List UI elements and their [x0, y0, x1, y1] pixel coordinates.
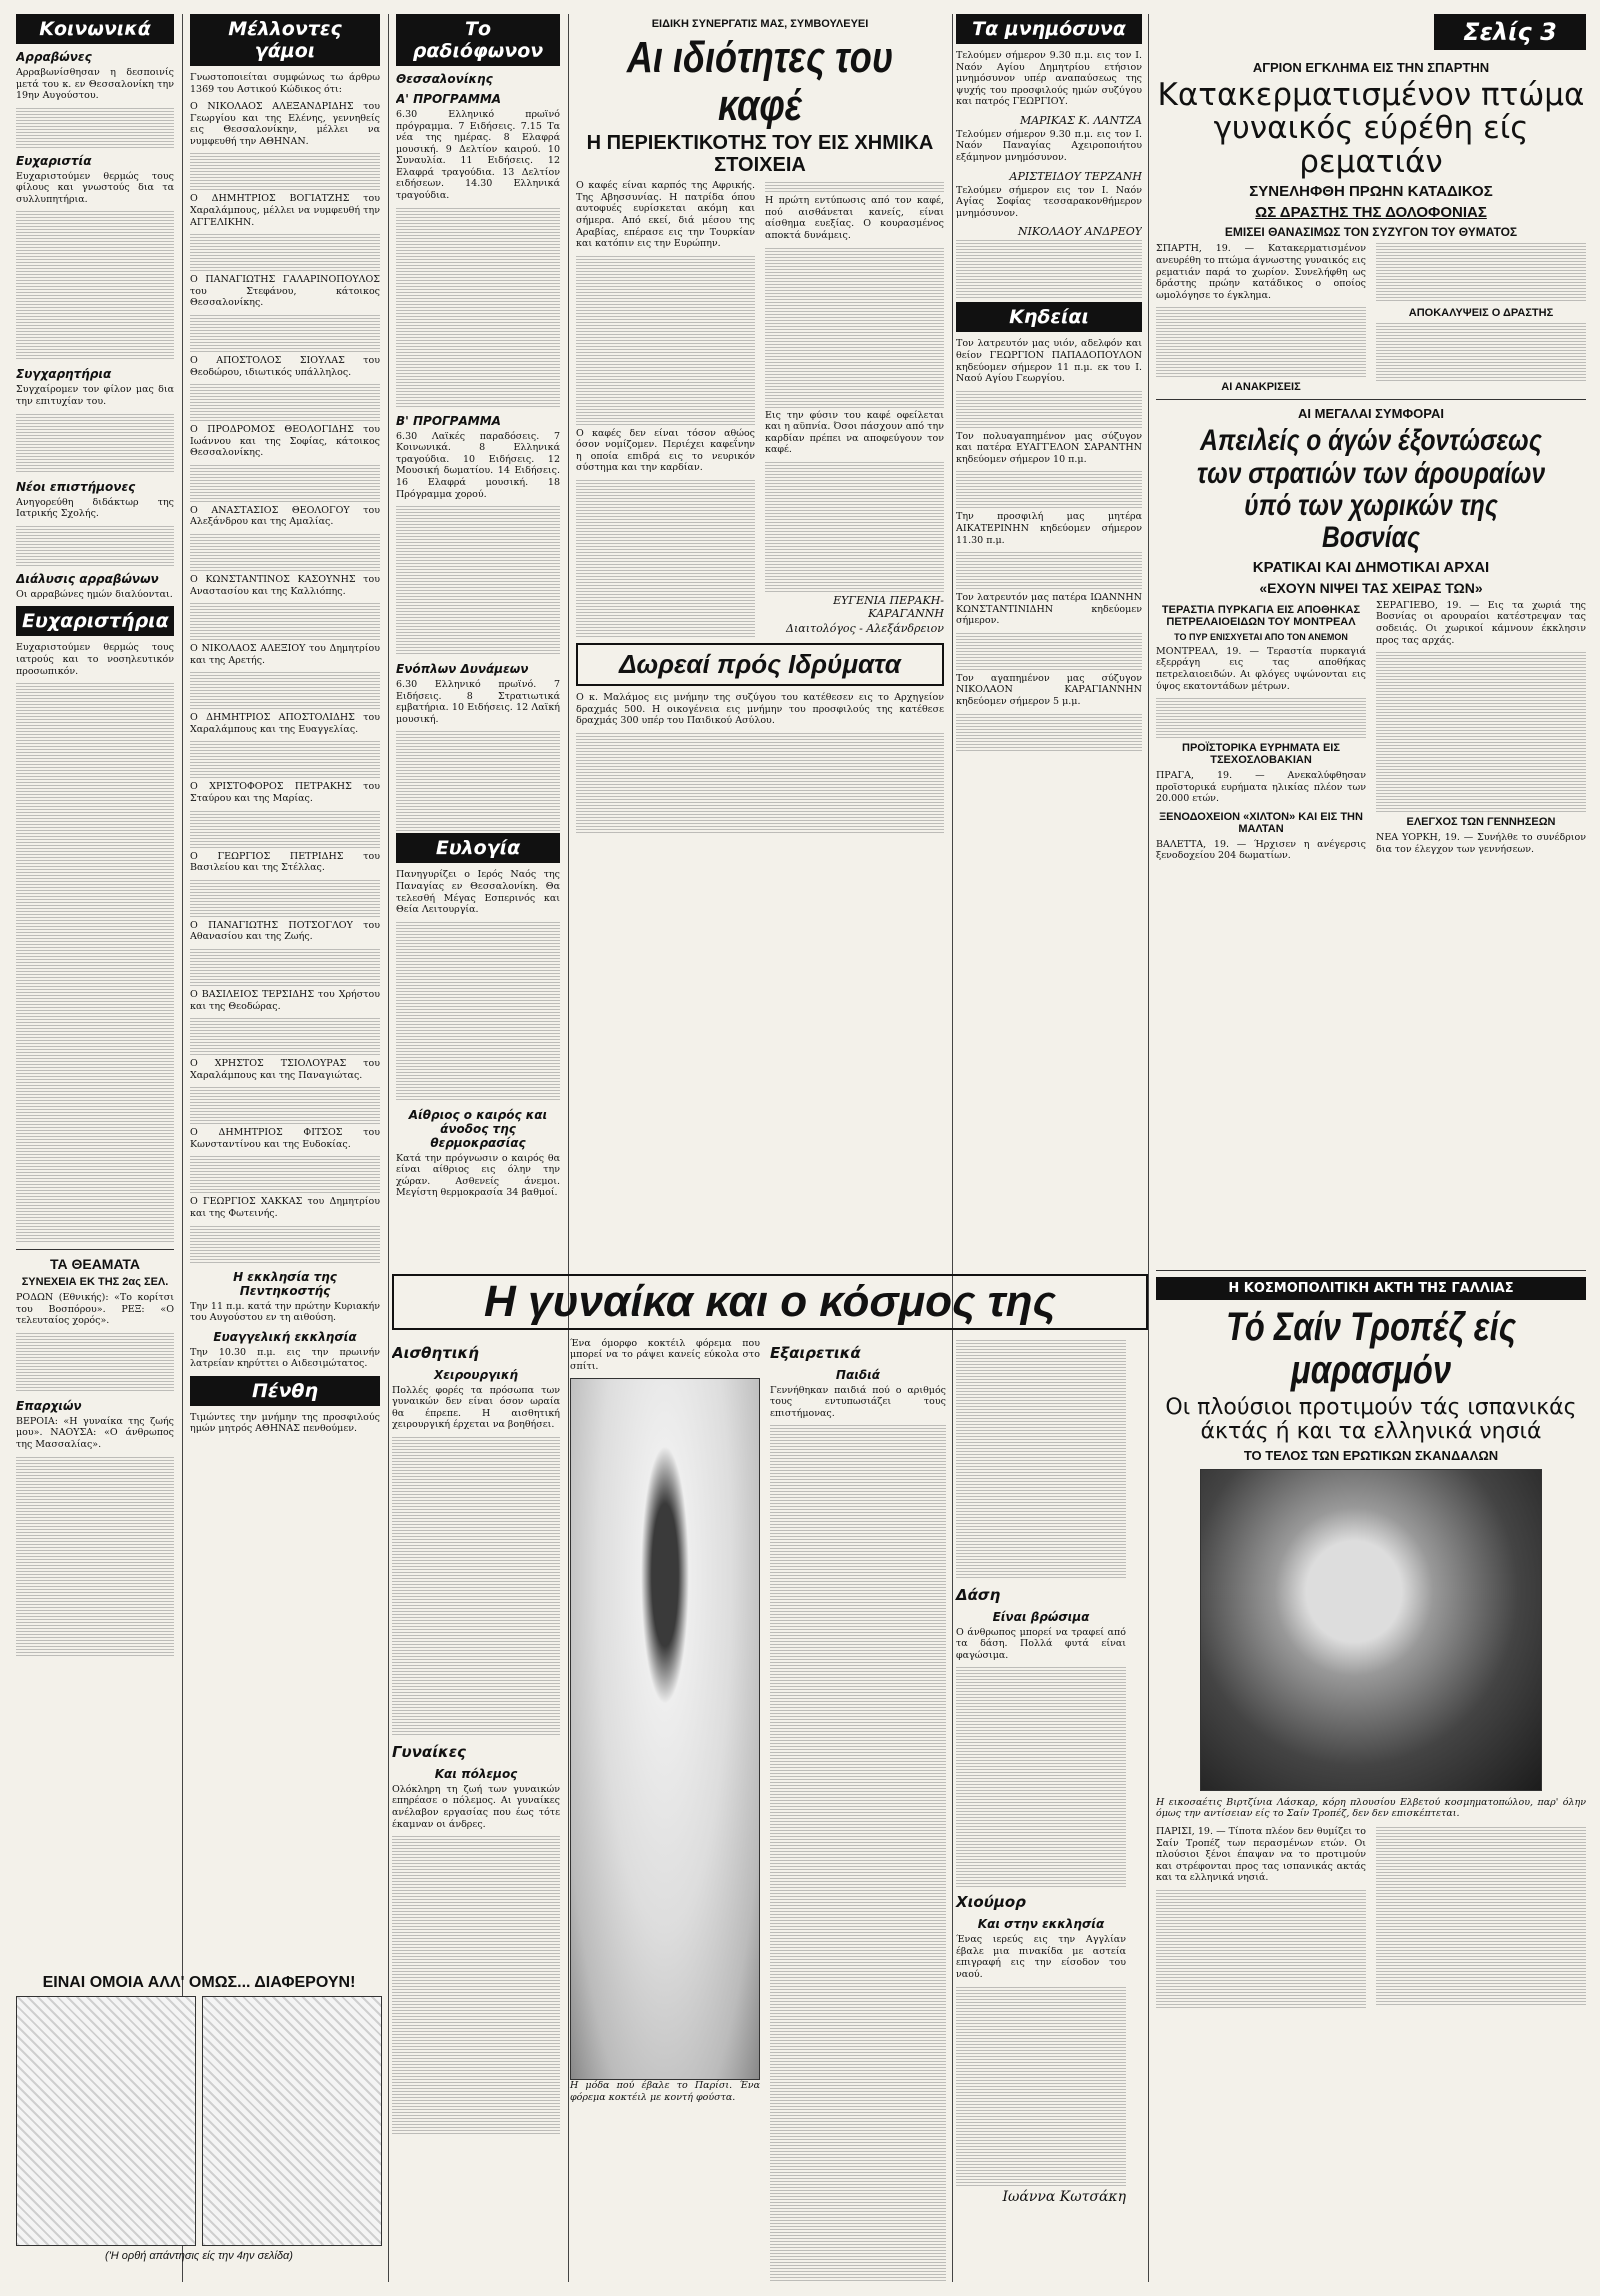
coffee-byline: ΕΥΓΕΝΙΑ ΠΕΡΑΚΗ-ΚΑΡΑΓΑΝΝΗ [833, 593, 944, 620]
wedding-entry: Ο ΝΙΚΟΛΑΟΣ ΑΛΕΞΙΟΥ του Δημητρίου και της Αρετής. [190, 643, 380, 666]
graduates-text: Ανηγορεύθη διδάκτωρ της Ιατρικής Σχολής. [16, 496, 174, 520]
text-block [16, 211, 174, 361]
woman-section [392, 1274, 1148, 2282]
text-block [190, 1018, 380, 1056]
wedding-entry: Ο ΓΕΩΡΓΙΟΣ ΠΕΤΡΙΔΗΣ του Βασιλείου και της Στέλλας. [190, 850, 380, 874]
crime-story-text: ΣΠΑΡΤΗ, 19. — Κατακερματισμένον ανευρέθη το πτώμα άγνωστης γυναικός εις ρεματιάν παρά το χωρίον. Συνελήφθη ως δράστης πρώην κατάδικος ο οποίος ωμολόγησε το έγκλημα. [1156, 243, 1366, 301]
text-block [16, 108, 174, 148]
memorials-header: Τα μνημόσυνα [956, 14, 1142, 44]
cartoon-image-left [16, 1996, 196, 2246]
program-a-title: Α' ΠΡΟΓΡΑΜΜΑ [396, 92, 502, 106]
text-block [765, 462, 944, 592]
fashion-photo-caption: Η μόδα πού έβαλε το Παρίσι. Ένα φόρεμα κοκτέιλ με κοντή φούστα. [570, 2080, 760, 2103]
fashion-photo [570, 1378, 760, 2080]
wedding-entry: Ο ΑΠΟΣΤΟΛΟΣ ΣΙΟΥΛΑΣ του Θεοδώρου, ιδιωτικός υπάλληλος. [190, 354, 380, 378]
crime-subhead-3: ΕΜΙΣΕΙ ΘΑΝΑΣΙΜΩΣ ΤΟΝ ΣΥΖΥΓΟΝ ΤΟΥ ΘΥΜΑΤΟΣ [1224, 225, 1518, 240]
crime-subhead-1: ΣΥΝΕΛΗΦΘΗ ΠΡΩΗΝ ΚΑΤΑΔΙΚΟΣ [1249, 183, 1493, 201]
text-block [190, 384, 380, 422]
humor-title: Χιούμορ [956, 1893, 1026, 1912]
riviera-text: ΠΑΡΙΣΙ, 19. — Τίποτα πλέον δεν θυμίζει το Σαίν Τροπέζ των περασμένων ετών. Οι πλούσιοι ξένοι έπαψαν να το προτιμούν και στρέφονται προς τας ισπανικάς ακτάς και τα ελληνικά νησιά. [1156, 1826, 1366, 1884]
forests-title: Δάση [956, 1585, 1001, 1604]
wedding-entry: Ο ΔΗΜΗΤΡΙΟΣ ΦΙΤΣΟΣ του Κωνσταντίνου και της Ευδοκίας. [190, 1127, 380, 1150]
memorial-signature: ΜΑΡΙΚΑΣ Κ. ΛΑΝΤΖΑ [1019, 113, 1142, 127]
thanks-title: Ευχαριστία [16, 153, 92, 168]
crime-subhead-2: ΩΣ ΔΡΑΣΤΗΣ ΤΗΣ ΔΟΛΟΦΟΝΙΑΣ [1255, 204, 1487, 222]
coffee-body-3: Η πρώτη εντύπωσις από τον καφέ, πού αισθάνεται κανείς, είναι αίσθημα ευεξίας. Ο κουρασμένος αποκτά δυνάμεις. [765, 195, 944, 242]
wedding-entry: Ο ΓΕΩΡΓΙΟΣ ΧΑΚΚΑΣ του Δημητρίου και της Φωτεινής. [190, 1196, 380, 1219]
blessing-text: Πανηγυρίζει ο Ιερός Ναός της Παναγίας εν Θεσσαλονίκη. Θα τελεσθή Μέγας Εσπερινός και Θεία Λειτουργία. [396, 869, 560, 916]
column-news [1156, 14, 1586, 1264]
blessing-header: Ευλογία [396, 833, 560, 863]
prehistoric-headline: ΠΡΟΪΣΤΟΡΙΚΑ ΕΥΡΗΜΑΤΑ ΕΙΣ ΤΣΕΧΟΣΛΟΒΑΚΙΑΝ [1182, 742, 1340, 767]
text-block [190, 811, 380, 849]
rats-headline: Απειλείς ο άγών έξοντώσεως των στρατιών των άρουραίων ύπό των χωρικών της Βοσνίας [1196, 424, 1546, 555]
fashion-text: Ένα όμορφο κοκτέιλ φόρεμα που μπορεί να το ράψει κανείς εύκολα στο σπίτι. [570, 1337, 760, 1372]
text-block [576, 733, 944, 833]
fire-headline: ΤΕΡΑΣΤΙΑ ΠΥΡΚΑΓΙΑ ΕΙΣ ΑΠΟΘΗΚΑΣ ΠΕΤΡΕΛΑΙΟΕΙΔΩΝ ΤΟΥ ΜΟΝΤΡΕΑΛ [1161, 603, 1361, 628]
graduates-title: Νέοι επιστήμονες [16, 479, 136, 494]
riviera-subhead-2: ΤΟ ΤΕΛΟΣ ΤΩΝ ΕΡΩΤΙΚΩΝ ΣΚΑΝΔΑΛΩΝ [1243, 1447, 1499, 1463]
page-number-label: Σελίς 3 [1434, 14, 1586, 50]
pentecost-church-text: Την 11 π.μ. κατά την πρώτην Κυριακήν του Αυγούστου εν τη αιθούση. [190, 1300, 380, 1324]
thanks-notice-text: Ευχαριστούμεν θερμώς τους ιατρούς και το νοσηλευτικόν προσωπικόν. [16, 642, 174, 677]
wedding-list [190, 101, 380, 1263]
text-block [396, 731, 560, 831]
rats-kicker: ΑΙ ΜΕΓΑΛΑΙ ΣΥΜΦΟΡΑΙ [1298, 406, 1444, 422]
text-block [956, 1987, 1126, 2187]
wedding-entry: Ο ΠΑΝΑΓΙΩΤΗΣ ΠΟΤΣΟΓΛΟΥ του Αθανασίου και της Ζωής. [190, 919, 380, 943]
column-rule [1148, 14, 1149, 2282]
hotel-text: ΒΑΛΕΤΤΑ, 19. — Ήρχισεν η ανέγερσις ξενοδοχείου 204 δωματίων. [1156, 838, 1366, 862]
funerals-header: Κηδείαι [956, 302, 1142, 332]
text-block [1156, 698, 1366, 738]
column-memorials [956, 14, 1142, 1274]
memorial-entry: Τελούμεν σήμερον εις τον Ι. Ναόν Αγίας Σοφίας τεσσαρακονθήμερον μνημόσυνον. [956, 184, 1142, 219]
cartoon-answer: ('Η ορθή απάντησις είς την 4ην σελίδα) [105, 2250, 293, 2262]
text-block [190, 234, 380, 272]
coffee-body-1: Ο καφές είναι καρπός της Αφρικής. Της Αβησσυνίας. Η πατρίδα όπου αυτοφυές ευρίσκεται ακόμη και σήμερα. Από εκεί, διά μέσου της Αραβίας, επέρασε εις την Τουρκίαν και κατόπιν εις την Ευρώπην. [576, 180, 755, 250]
funeral-entry: Τον λατρευτόν μας πατέρα ΙΩΑΝΝΗΝ ΚΩΝΣΤΑΝΤΙΝΙΔΗΝ κηδεύομεν σήμερον. [956, 592, 1142, 627]
wedding-entry: Ο ΠΑΝΑΓΙΩΤΗΣ ΓΑΛΑΡΙΝΟΠΟΥΛΟΣ του Στεφάνου, κάτοικος Θεσσαλονίκης. [190, 274, 380, 309]
text-block [1376, 652, 1586, 812]
program-a-text: 6.30 Ελληνικό πρωϊνό πρόγραμμα. 7 Ειδήσεις. 7.15 Τα νέα της ημέρας. 8 Ελαφρά μουσική. 9 Δελτίον καιρού. 10 Συναυλία. 11 Ειδήσεις. 12 Ελαφρά τραγούδια. 13 Δελτίον ειδήσεων. 14.30 Ελληνικά τραγούδια. [396, 109, 560, 202]
divider [16, 1249, 174, 1250]
humor-subtitle: Και στην εκκλησία [977, 1917, 1105, 1932]
exceptional-text: Γεννήθηκαν παιδιά πού ο αριθμός τους εντυπωσιάζει τους επιστήμονας. [770, 1384, 946, 1419]
program-b-text: 6.30 Λαϊκές παραδόσεις. 7 Κοινωνικά. 8 Ελληνικά τραγούδια. 10 Ειδήσεις. 12 Μουσική δωματίου. 14 Ειδήσεις. 16 Ελαφρά μουσική. 18 Πρόγραμμα χορού. [396, 430, 560, 500]
rats-subhead-2: «ΕΧΟΥΝ ΝΙΨΕΙ ΤΑΣ ΧΕΙΡΑΣ ΤΩΝ» [1259, 579, 1483, 596]
text-block [190, 153, 380, 191]
wedding-entry: Ο ΚΩΝΣΤΑΝΤΙΝΟΣ ΚΑΣΟΥΝΗΣ του Αναστασίου και της Καλλιόπης. [190, 573, 380, 597]
text-block [956, 391, 1142, 429]
cartoon-caption: ΕΙΝΑΙ ΟΜΟΙΑ ΑΛΛ' ΟΜΩΣ... ΔΙΑΦΕΡΟΥΝ! [42, 1974, 356, 1991]
text-block [190, 1087, 380, 1125]
divider [1156, 1270, 1586, 1271]
funeral-entry: Τον λατρευτόν μας υιόν, αδελφόν και θείον ΓΕΩΡΓΙΟΝ ΠΑΠΑΔΟΠΟΥΛΟΝ κηδεύομεν σήμερον 11 π.μ. εκ του Ι. Ναού Αγίου Γεωργίου. [956, 338, 1142, 385]
memorial-entry: Τελούμεν σήμερον 9.30 π.μ. εις τον Ι. Ναόν Παναγίας Αχειροποιήτου εξάμηνον μνημόσυνον. [956, 128, 1142, 164]
provinces-title: Επαρχιών [16, 1398, 82, 1413]
program-b-title: Β' ΠΡΟΓΡΑΜΜΑ [396, 413, 501, 428]
woman-section-author: Ιωάννα Κωτσάκη [1002, 2188, 1126, 2205]
crime-story-subtitle: ΑΙ ΑΝΑΚΡΙΣΕΙΣ [1221, 381, 1301, 394]
funeral-entry: Τον αγαπημένον μας σύζυγον ΝΙΚΟΛΑΟΝ ΚΑΡΑΓΙΑΝΝΗΝ κηδεύομεν σήμερον 5 μ.μ. [956, 672, 1142, 708]
fire-subhead: ΤΟ ΠΥΡ ΕΝΙΣΧΥΕΤΑΙ ΑΠΟ ΤΟΝ ΑΝΕΜΟΝ [1174, 631, 1348, 642]
dissolution-text: Οι αρραβώνες ημών διαλύονται. [16, 588, 173, 600]
text-block [16, 1457, 174, 1657]
text-block [190, 1226, 380, 1264]
riviera-subhead: Οι πλούσιοι προτιμούν τάς ισπανικάς άκτάς ή και τα ελληνικά νησιά [1165, 1395, 1577, 1445]
coffee-kicker: ΕΙΔΙΚΗ ΣΥΝΕΡΓΑΤΙΣ ΜΑΣ, ΣΥΜΒΟΥΛΕΥΕΙ [651, 18, 869, 30]
text-block [956, 471, 1142, 509]
wedding-entry: Ο ΔΗΜΗΤΡΙΟΣ ΒΟΓΙΑΤΖΗΣ του Χαραλάμπους, μέλλει να νυμφευθή την ΑΓΓΕΛΙΚΗΝ. [190, 193, 380, 228]
text-block [956, 1340, 1126, 1580]
mourning-header: Πένθη [190, 1376, 380, 1406]
fire-text: ΜΟΝΤΡΕΑΛ, 19. — Τεραστία πυρκαγιά εξερράγη εις τας αποθήκας πετρελαιοειδών. Αι φλόγες υψώνονται εις ύψος εκατοντάδων μέτρων. [1156, 645, 1366, 692]
crime-headline: Κατακερματισμένον πτώμα γυναικός εύρέθη είς ρεματιάν [1157, 77, 1585, 180]
memorial-signature: ΑΡΙΣΤΕΙΔΟΥ ΤΕΡΖΑΝΗ [1009, 169, 1142, 183]
aesthetics-subtitle: Χειρουργική [433, 1367, 519, 1382]
women-title: Γυναίκες [392, 1742, 466, 1761]
women-text: Ολόκληρη τη ζωή των γυναικών επηρέασε ο πόλεμος. Αι γυναίκες ανέλαβον εργασίας που έως τότε έκαμναν οι άνδρες. [392, 1783, 560, 1830]
thanks-header: Ευχαριστήρια [16, 606, 174, 636]
coffee-body-2: Ο καφές δεν είναι τόσον αθώος όσον νομίζομεν. Περιέχει καφεΐνην η οποία επιδρά εις το νευρικόν σύστημα και την καρδίαν. [576, 427, 755, 474]
text-block [190, 1156, 380, 1194]
text-block [396, 506, 560, 656]
birth-control-headline: ΕΛΕΓΧΟΣ ΤΩΝ ΓΕΝΝΗΣΕΩΝ [1406, 816, 1556, 829]
text-block [396, 208, 560, 408]
cartoon-panel [16, 1970, 382, 2274]
text-block [16, 1333, 174, 1393]
wedding-entry: Ο ΠΡΟΔΡΟΜΟΣ ΘΕΟΛΟΓΙΔΗΣ του Ιωάννου και της Σοφίας, κάτοικος Θεσσαλονίκης. [190, 424, 380, 459]
prehistoric-text: ΠΡΑΓΑ, 19. — Ανεκαλύφθησαν προϊστορικά ευρήματα ηλικίας πλέον των 20.000 ετών. [1156, 770, 1366, 805]
donations-header: Δωρεαί πρός Ιδρύματα [576, 643, 944, 686]
exceptional-subtitle: Παιδιά [835, 1367, 881, 1382]
engagements-text: Αρραβωνίσθησαν η δεσποινίς μετά του κ. εν Θεσσαλονίκη την 19ην Αυγούστου. [16, 67, 174, 102]
text-block [190, 534, 380, 572]
aesthetics-text: Πολλές φορές τα πρόσωπα των γυναικών δεν είναι όσον ωραία θα έπρεπε. Η αισθητική χειρουργική έρχεται να βοηθήσει. [392, 1384, 560, 1431]
forests-subtitle: Είναι βρώσιμα [992, 1609, 1090, 1624]
coffee-body-4: Εις την φύσιν του καφέ οφείλεται και η αϋπνία. Όσοι πάσχουν από την καρδίαν πρέπει να αποφεύγουν τον καφέ. [765, 409, 944, 456]
column-radio [396, 14, 560, 1294]
funeral-entry: Την προσφιλή μας μητέρα ΑΙΚΑΤΕΡΙΝΗΝ κηδεύομεν σήμερον 11.30 π.μ. [956, 511, 1142, 546]
wedding-entry: Ο ΧΡΗΣΤΟΣ ΤΣΙΟΛΟΥΡΑΣ του Χαραλάμπους και της Παναγιώτας. [190, 1058, 380, 1081]
text-block [956, 552, 1142, 590]
text-block [396, 922, 560, 1102]
birth-control-text: ΝΕΑ ΥΟΡΚΗ, 19. — Συνήλθε το συνέδριον δια τον έλεγχον των γεννήσεων. [1376, 832, 1586, 855]
text-block [1376, 243, 1586, 303]
coffee-byline-role: Διαιτολόγος - Αλεξάνδρειον [786, 621, 944, 635]
memorial-entry: Τελούμεν σήμερον 9.30 π.μ. εις τον Ι. Ναόν Αγίου Δημητρίου ετήσιον μνημόσυνον υπέρ αναπαύσεως της ψυχής του προσφιλούς ημών συζύγου και πατρός ΓΕΩΡΓΙΟΥ. [956, 50, 1142, 108]
mourning-text: Τιμώντες την μνήμην της προσφιλούς ημών μητρός ΑΘΗΝΑΣ πενθούμεν. [190, 1411, 380, 1435]
funeral-entry: Τον πολυαγαπημένον μας σύζυγον και πατέρα ΕΥΑΓΓΕΛΟΝ ΣΑΡΑΝΤΗΝ κηδεύομεν σήμερον 10 π.μ. [956, 430, 1142, 465]
coffee-subhead: Η ΠΕΡΙΕΚΤΙΚΟΤΗΣ ΤΟΥ ΕΙΣ ΧΗΜΙΚΑ ΣΤΟΙΧΕΙΑ [586, 132, 934, 176]
column-weddings [190, 14, 380, 1964]
text-block [770, 1425, 946, 2282]
riviera-photo [1200, 1469, 1542, 1791]
armed-forces-title: Ενόπλων Δυνάμεων [396, 662, 529, 677]
weddings-header: Μέλλοντες γάμοι [190, 14, 380, 66]
congrats-title: Συγχαρητήρια [16, 367, 112, 382]
aesthetics-title: Αισθητική [392, 1343, 479, 1362]
text-block [956, 714, 1142, 752]
text-block [16, 683, 174, 1243]
text-block [190, 949, 380, 987]
memorial-signature: ΝΙΚΟΛΑΟΥ ΑΝΔΡΕΟΥ [1017, 225, 1142, 239]
pentecost-church-title: Η εκκλησία της Πεντηκοστής [233, 1269, 337, 1298]
congrats-text: Συγχαίρομεν τον φίλον μας δια την επιτυχίαν του. [16, 384, 174, 408]
wedding-entry: Ο ΔΗΜΗΤΡΙΟΣ ΑΠΟΣΤΟΛΙΔΗΣ του Χαραλάμπους και της Ευαγγελίας. [190, 712, 380, 735]
text-block [956, 240, 1142, 300]
text-block [190, 465, 380, 503]
evangelical-church-title: Ευαγγελική εκκλησία [213, 1329, 357, 1344]
donations-text: Ο κ. Μαλάμος εις μνήμην της συζύγου του κατέθεσεν εις το Αρχηγείον δραχμάς 500. Η οικογένεια εις μνήμην του προσφιλούς της κατέθεσε δραχμάς 300 υπέρ του Παιδικού Ασύλου. [576, 691, 944, 727]
text-block [16, 526, 174, 566]
weather-text: Κατά την πρόγνωσιν ο καιρός θα είναι αίθριος εις όλην την χώραν. Ασθενείς άνεμοι. Μεγίστη θερμοκρασία 34 βαθμοί. [396, 1152, 560, 1199]
dissolution-title: Διάλυσις αρραβώνων [16, 571, 159, 586]
thanks-text: Ευχαριστούμεν θερμώς τους φίλους και γνωστούς δια τα συλλυπητήρια. [16, 170, 174, 205]
text-block [1376, 323, 1586, 383]
exceptional-title: Εξαιρετικά [770, 1343, 861, 1362]
text-block [190, 880, 380, 918]
text-block [16, 414, 174, 474]
humor-text: Ένας ιερεύς εις την Αγγλίαν έβαλε μια πινακίδα με αστεία επιγραφή εις την είσοδον του ναού. [956, 1934, 1126, 1980]
rats-text: ΣΕΡΑΓΙΕΒΟ, 19. — Εις τα χωριά της Βοσνίας οι αρουραίοι κατέστρεψαν τας σοδειάς. Οι χωρικοί κάμνουν έκκλησιν προς τας αρχάς. [1376, 599, 1586, 646]
hotel-headline: ΞΕΝΟΔΟΧΕΙΟΝ «ΧΙΛΤΟΝ» ΚΑΙ ΕΙΣ ΤΗΝ ΜΑΛΤΑΝ [1159, 810, 1363, 835]
shows-text: ΡΟΔΩΝ (Εθνικής): «Το κορίτσι του Βοσπόρου». ΡΕΞ: «Ο τελευταίος χορός». [16, 1292, 174, 1327]
women-subtitle: Και πόλεμος [434, 1766, 518, 1781]
wedding-entry: Ο ΒΑΣΙΛΕΙΟΣ ΤΕΡΣΙΔΗΣ του Χρήστου και της Θεοδώρας. [190, 988, 380, 1012]
crime-kicker: ΑΓΡΙΟΝ ΕΓΚΛΗΜΑ ΕΙΣ ΤΗΝ ΣΠΑΡΤΗΝ [1252, 60, 1490, 75]
shows-subtitle: ΣΥΝΕΧΕΙΑ ΕΚ ΤΗΣ 2ας ΣΕΛ. [21, 1276, 169, 1289]
text-block [576, 256, 755, 426]
text-block [190, 672, 380, 710]
text-block [1156, 307, 1366, 377]
weddings-intro: Γνωστοποιείται συμφώνως τω άρθρω 1369 του Αστικού Κώδικος ότι: [190, 72, 380, 95]
weather-title: Αίθριος ο καιρός και άνοδος της θερμοκρασίας [408, 1107, 548, 1150]
text-block [392, 1836, 560, 2136]
coffee-headline: Αι ιδιότητες του καφέ [626, 33, 894, 130]
armed-forces-text: 6.30 Ελληνικό πρωϊνό. 7 Ειδήσεις. 8 Στρατιωτικά εμβατήρια. 10 Ειδήσεις. 12 Λαϊκή μουσική. [396, 679, 560, 725]
text-block [765, 248, 944, 408]
column-rule [388, 14, 389, 2282]
forests-text: Ο άνθρωπος μπορεί να τραφεί από τα δάση. Πολλά φυτά είναι φαγώσιμα. [956, 1626, 1126, 1661]
crime-story-subtitle-2: ΑΠΟΚΑΛΥΨΕΙΣ Ο ΔΡΑΣΤΗΣ [1408, 307, 1554, 320]
text-block [190, 741, 380, 779]
column-social [16, 14, 174, 2284]
cartoon-image-right [202, 1996, 382, 2246]
text-block [392, 1437, 560, 1737]
text-block [956, 633, 1142, 671]
provinces-text: ΒΕΡΟΙΑ: «Η γυναίκα της ζωής μου». ΝΑΟΥΣΑ: «Ο άνθρωπος της Μασσαλίας». [16, 1415, 174, 1450]
riviera-photo-caption: Η εικοσαέτις Βιρτζίνια Λάσκαρ, κόρη πλουσίου Ελβετού κοσμηματοπώλου, παρ' όλην όμως την αντίσειαν είς το Σαίν Τροπέζ, δεν δεν επισκέπτεται. [1156, 1796, 1586, 1820]
riviera-story [1156, 1264, 1586, 2282]
radio-station: Θεσσαλονίκης [396, 72, 493, 86]
wedding-entry: Ο ΝΙΚΟΛΑΟΣ ΑΛΕΞΑΝΔΡΙΔΗΣ του Γεωργίου και της Ελένης, γεννηθείς εις Θεσσαλονίκην, μέλλει να νυμφευθή την ΑΘΗΝΑΝ. [190, 101, 380, 147]
column-rule [182, 14, 183, 2282]
social-header: Κοινωνικά [16, 14, 174, 44]
shows-title: ΤΑ ΘΕΑΜΑΤΑ [49, 1256, 141, 1273]
text-block [956, 1667, 1126, 1887]
divider [1156, 399, 1586, 400]
riviera-kicker: Η ΚΟΣΜΟΠΟΛΙΤΙΚΗ ΑΚΤΗ ΤΗΣ ΓΑΛΛΙΑΣ [1156, 1277, 1586, 1300]
wedding-entry: Ο ΑΝΑΣΤΑΣΙΟΣ ΘΕΟΛΟΓΟΥ του Αλεξάνδρου και της Αμαλίας. [190, 504, 380, 528]
rats-subhead: ΚΡΑΤΙΚΑΙ ΚΑΙ ΔΗΜΟΤΙΚΑΙ ΑΡΧΑΙ [1252, 558, 1490, 576]
wedding-entry: Ο ΧΡΙΣΤΟΦΟΡΟΣ ΠΕΤΡΑΚΗΣ του Σταύρου και της Μαρίας. [190, 781, 380, 805]
woman-section-header: Η γυναίκα και ο κόσμος της [392, 1274, 1148, 1330]
riviera-headline: Τό Σαίν Τροπέζ είς μαρασμόν [1225, 1305, 1517, 1393]
radio-header: Το ραδιόφωνον [396, 14, 560, 66]
evangelical-church-text: Την 10.30 π.μ. εις την πρωινήν λατρείαν κηρύττει ο Αιδεσιμώτατος. [190, 1346, 380, 1370]
engagements-title: Αρραβώνες [16, 50, 92, 64]
funeral-list [956, 338, 1142, 751]
column-coffee [576, 14, 944, 1274]
text-block [190, 603, 380, 641]
text-block [190, 315, 380, 353]
